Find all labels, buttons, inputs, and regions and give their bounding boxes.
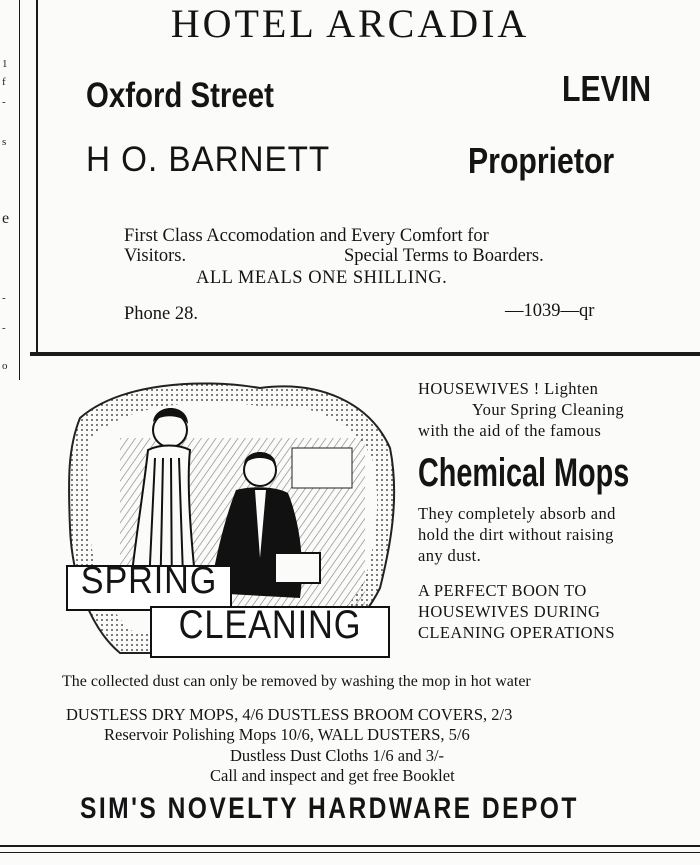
column-rule	[36, 0, 38, 352]
hotel-ref: —1039—qr	[505, 301, 595, 321]
mops-claim: hold the dirt without raising	[418, 525, 614, 544]
margin-fragment: f	[2, 76, 6, 88]
mops-intro: HOUSEWIVES ! Lighten	[418, 379, 599, 398]
hotel-owner: H O. BARNETT	[86, 140, 331, 179]
margin-fragment: s	[2, 136, 7, 148]
margin-rule	[19, 0, 20, 380]
bottom-rule	[0, 852, 700, 853]
mops-claim: They completely absorb and	[418, 504, 616, 523]
mops-boon: CLEANING OPERATIONS	[418, 623, 615, 642]
price-line: Dustless Dust Cloths 1/6 and 3/-	[230, 746, 445, 765]
hotel-phone: Phone 28.	[124, 304, 198, 324]
hotel-role: Proprietor	[468, 140, 615, 181]
hotel-line: Visitors.	[124, 246, 187, 266]
hotel-meals: ALL MEALS ONE SHILLING.	[196, 268, 448, 288]
price-line: Reservoir Polishing Mops 10/6, WALL DUSTERS, 5/6	[104, 725, 470, 744]
hotel-street: Oxford Street	[86, 76, 274, 115]
hotel-line: First Class Accomodation and Every Comfort for	[124, 226, 489, 246]
hotel-name: HOTEL ARCADIA	[170, 1, 530, 46]
wash-note: The collected dust can only be removed by washing the mop in hot water	[62, 673, 531, 690]
mops-intro: with the aid of the famous	[418, 421, 602, 440]
margin-fragment: e	[2, 210, 10, 227]
margin-fragment: -	[2, 322, 6, 334]
hotel-town: LEVIN	[562, 68, 652, 109]
booklet-note: Call and inspect and get free Booklet	[210, 766, 455, 785]
margin-fragment: -	[2, 292, 6, 304]
cleaning-word: CLEANING	[178, 603, 362, 647]
product-name: Chemical Mops	[418, 451, 630, 495]
hotel-line: Special Terms to Boarders.	[344, 246, 544, 266]
margin-fragment: o	[2, 360, 8, 372]
price-line: DUSTLESS DRY MOPS, 4/6 DUSTLESS BROOM COVERS, 2/3	[66, 705, 513, 724]
bottom-rule	[0, 845, 700, 847]
spring-word: SPRING	[80, 560, 218, 602]
mops-intro: Your Spring Cleaning	[472, 400, 625, 419]
store-name: SIM'S NOVELTY HARDWARE DEPOT	[80, 792, 579, 825]
ad-divider	[30, 352, 700, 356]
margin-fragment: 1	[2, 58, 8, 70]
margin-fragment: -	[2, 96, 6, 108]
mops-boon: A PERFECT BOON TO	[418, 581, 587, 600]
mops-claim: any dust.	[418, 546, 482, 565]
mops-boon: HOUSEWIVES DURING	[418, 602, 601, 621]
